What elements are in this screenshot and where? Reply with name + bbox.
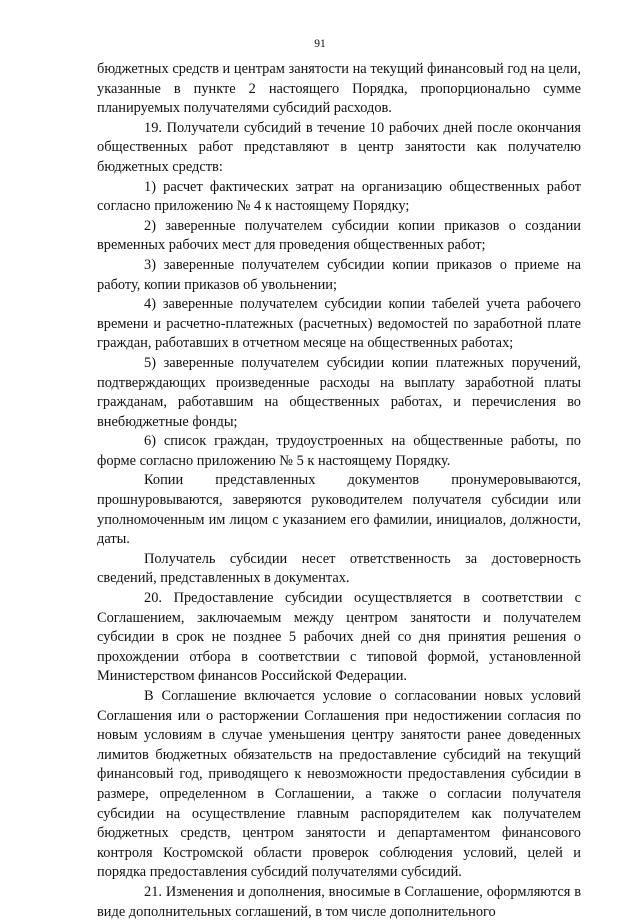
paragraph: 19. Получатели субсидий в течение 10 рабочих дней после окончания общественных работ представляют в центр занятости как получателю бюджетных средств: [97, 119, 581, 175]
paragraph: 2) заверенные получателем субсидии копии приказов о создании временных рабочих мест для проведения общественных работ; [97, 217, 581, 254]
paragraph: 21. Изменения и дополнения, вносимые в Соглашение, оформляются в виде дополнительных соглашений, в том числе дополнительного [97, 883, 581, 920]
paragraph: В Соглашение включается условие о согласовании новых условий Соглашения или о расторжении Соглашения при недостижении согласия по новым условиям в случае уменьшения центру занятости ранее доведенных лимитов бюджетных обязательств на предоставление субсидий на текущий финансовый год, приводящего к невозможности предоставления субсидии в размере, определенном в Соглашении, а также о согласии получателя субсидии на осуществление главным распорядителем как получателем бюджетных средств, центром занятости и департаментом финансового контроля Костромской области проверок соблюдения условий, целей и порядка предоставления субсидий получателями субсидий. [97, 688, 581, 881]
paragraph: 3) заверенные получателем субсидии копии приказов о приеме на работу, копии приказов об увольнении; [97, 256, 581, 293]
paragraph: бюджетных средств и центрам занятости на текущий финансовый год на цели, указанные в пункте 2 настоящего Порядка, пропорционально сумме планируемых получателями субсидий расходов. [97, 61, 581, 117]
paragraph: 5) заверенные получателем субсидии копии платежных поручений, подтверждающих произведенные расходы на выплату заработной платы гражданам, работавшим на общественных работах, и перечисления во внебюджетные фонды; [97, 354, 581, 430]
document-body [97, 60, 581, 922]
page-number: 91 [314, 38, 326, 50]
paragraph: 4) заверенные получателем субсидии копии табелей учета рабочего времени и расчетно-платежных (расчетных) ведомостей по заработной плате граждан, работавших в отчетном месяце на общественных работах; [97, 296, 581, 352]
paragraph: Получатель субсидии несет ответственность за достоверность сведений, представленных в документах. [97, 550, 581, 587]
paragraph: 1) расчет фактических затрат на организацию общественных работ согласно приложению № 4 к настоящему Порядку; [97, 178, 581, 215]
paragraph: 6) список граждан, трудоустроенных на общественные работы, по форме согласно приложению № 5 к настоящему Порядку. [97, 433, 581, 469]
paragraph: 20. Предоставление субсидии осуществляется в соответствии с Соглашением, заключаемым между центром занятости и получателем субсидии в срок не позднее 5 рабочих дней со дня принятия решения о прохождении отбора в соответствии с типовой формой, установленной Министерством финансов Российской Федерации. [97, 590, 581, 685]
paragraph: Копии представленных документов пронумеровываются, прошнуровываются, заверяются руководителем получателя субсидии или уполномоченным им лицом с указанием его фамилии, инициалов, должности, даты. [97, 472, 581, 548]
